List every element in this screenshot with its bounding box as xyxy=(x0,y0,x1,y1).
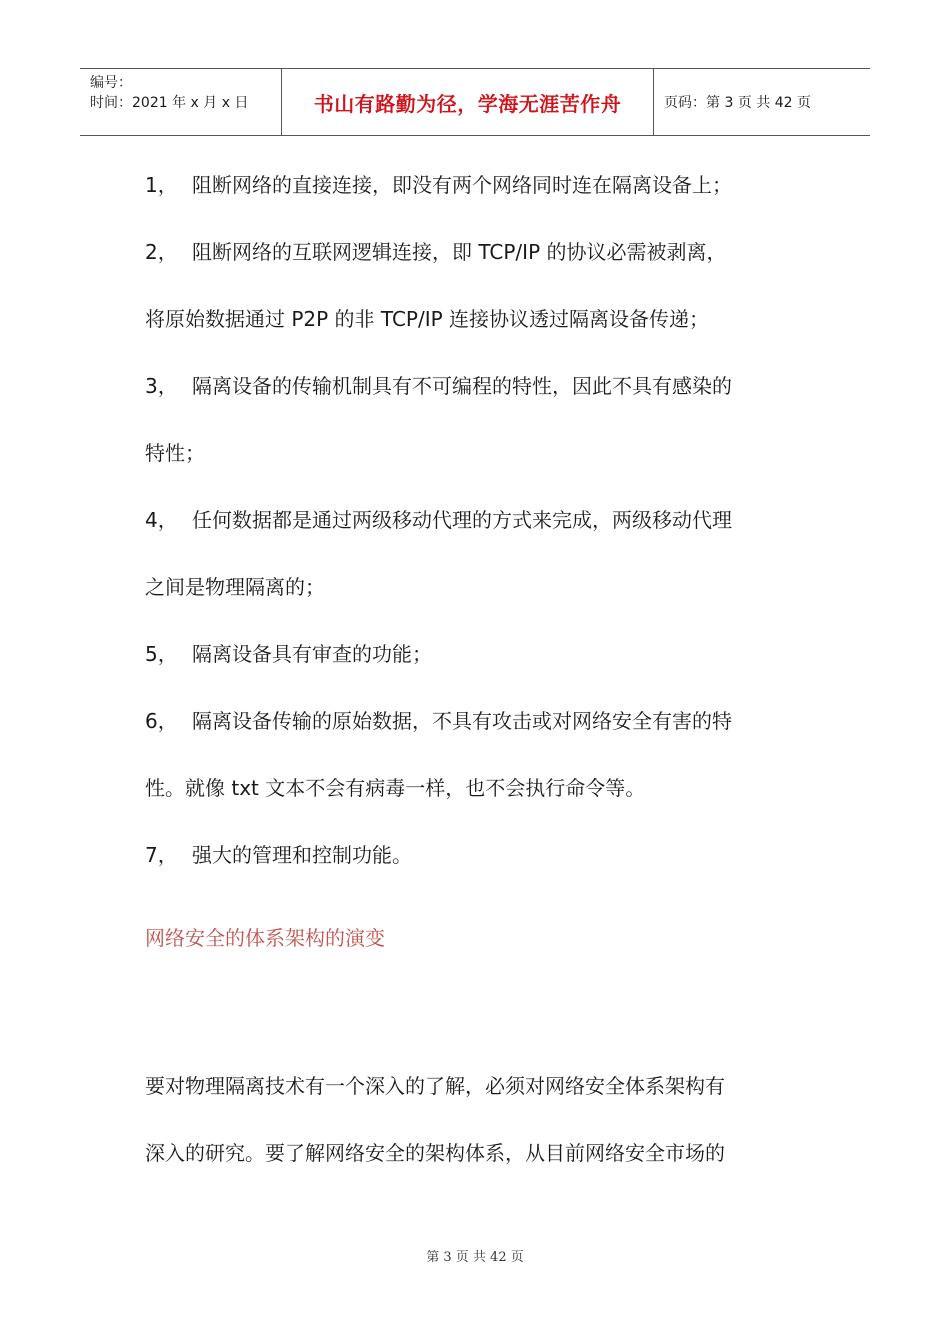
paragraph-line: 深入的研究。要了解网络安全的架构体系，从目前网络安全市场的 xyxy=(145,1141,725,1165)
list-number: 3， xyxy=(145,374,178,398)
list-number: 5， xyxy=(145,642,178,666)
list-text: 任何数据都是通过两级移动代理的方式来完成，两级移动代理 xyxy=(192,508,732,532)
list-number: 1， xyxy=(145,173,178,197)
header-page-number: 页码：第 3 页 共 42 页 xyxy=(664,95,811,111)
list-text: 阻断网络的互联网逻辑连接，即 TCP/IP 的协议必需被剥离， xyxy=(192,240,727,264)
list-item-5 xyxy=(145,640,432,668)
list-number: 7， xyxy=(145,843,178,867)
section-heading: 网络安全的体系架构的演变 xyxy=(145,926,385,950)
list-item-7 xyxy=(145,841,412,869)
header-motto: 书山有路勤为径，学海无涯苦作舟 xyxy=(313,91,622,116)
list-text: 强大的管理和控制功能。 xyxy=(192,843,412,867)
list-item-6-continuation: 性。就像 txt 文本不会有病毒一样，也不会执行命令等。 xyxy=(145,776,646,800)
list-text: 隔离设备的传输机制具有不可编程的特性，因此不具有感染的 xyxy=(192,374,732,398)
page-header xyxy=(80,68,870,136)
list-item-4-continuation: 之间是物理隔离的； xyxy=(145,575,325,599)
list-number: 4， xyxy=(145,508,178,532)
paragraph-line: 要对物理隔离技术有一个深入的了解，必须对网络安全体系架构有 xyxy=(145,1074,725,1098)
list-number: 6， xyxy=(145,709,178,733)
document-number-label: 编号： xyxy=(90,75,132,91)
document-time-label: 时间：2021 年 x 月 x 日 xyxy=(90,95,249,111)
list-item-2 xyxy=(145,238,726,266)
page-footer: 第 3 页 共 42 页 xyxy=(426,1250,524,1265)
header-motto-cell xyxy=(282,69,654,135)
list-item-1 xyxy=(145,171,732,199)
list-item-4 xyxy=(145,506,732,534)
list-item-2-continuation: 将原始数据通过 P2P 的非 TCP/IP 连接协议透过隔离设备传递； xyxy=(145,307,710,331)
header-meta-cell xyxy=(80,69,282,135)
list-item-6 xyxy=(145,707,732,735)
list-text: 隔离设备具有审查的功能； xyxy=(192,642,432,666)
list-text: 阻断网络的直接连接，即没有两个网络同时连在隔离设备上； xyxy=(192,173,732,197)
header-page-cell xyxy=(654,69,870,135)
list-text: 隔离设备传输的原始数据，不具有攻击或对网络安全有害的特 xyxy=(192,709,732,733)
list-item-3-continuation: 特性； xyxy=(145,441,205,465)
list-item-3 xyxy=(145,372,732,400)
list-number: 2， xyxy=(145,240,178,264)
